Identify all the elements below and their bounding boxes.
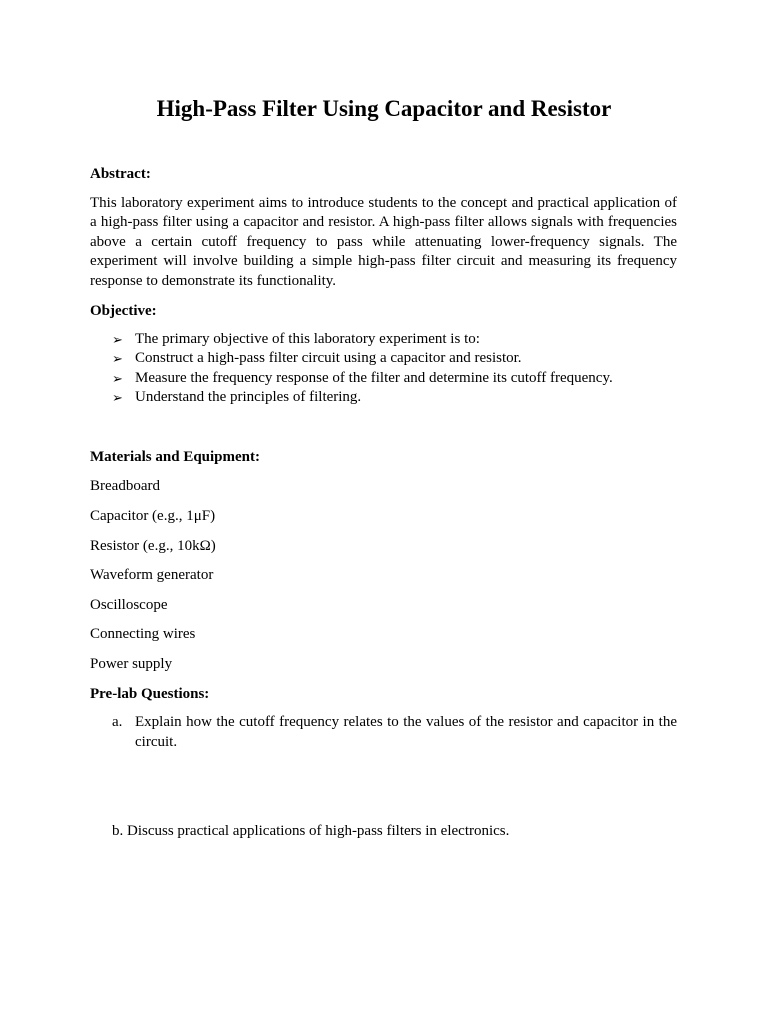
list-item	[112, 388, 682, 407]
list-item	[112, 349, 682, 368]
material-item: Oscilloscope	[90, 597, 168, 613]
arrow-bullet-icon: ➢	[112, 351, 123, 367]
list-item	[112, 369, 682, 388]
material-item: Resistor (e.g., 10kΩ)	[90, 538, 216, 554]
list-item-text: The primary objective of this laboratory experiment is to:	[135, 331, 480, 347]
arrow-bullet-icon: ➢	[112, 370, 123, 386]
prelab-question-b: b. Discuss practical applications of high-pass filters in electronics.	[112, 823, 510, 839]
material-item: Waveform generator	[90, 567, 214, 583]
materials-heading: Materials and Equipment:	[90, 449, 261, 465]
material-item: Breadboard	[90, 478, 160, 494]
abstract-paragraph: This laboratory experiment aims to introduce students to the concept and practical application of a high-pass filter using a capacitor and resistor. A high-pass filter allows signals with frequencies above a certain cutoff frequency to pass while attenuating lower-frequency signals. The experiment will involve building a simple high-pass filter circuit and measuring its frequency response to demonstrate its functionality.	[90, 195, 677, 289]
prelab-heading: Pre-lab Questions:	[90, 686, 210, 702]
list-item-text: Measure the frequency response of the filter and determine its cutoff frequency.	[135, 369, 613, 386]
document-title: High-Pass Filter Using Capacitor and Resistor	[156, 96, 612, 121]
list-item-text: Construct a high-pass filter circuit using a capacitor and resistor.	[135, 350, 522, 367]
list-item-text: Understand the principles of filtering.	[135, 388, 362, 405]
list-item	[112, 330, 682, 349]
arrow-bullet-icon: ➢	[112, 332, 123, 347]
objective-list	[112, 330, 682, 407]
abstract-heading: Abstract:	[90, 166, 151, 182]
prelab-question-a	[112, 713, 677, 752]
material-item: Power supply	[90, 656, 173, 672]
question-text: Explain how the cutoff frequency relates to the values of the resistor and capacitor in the circuit.	[135, 714, 677, 750]
question-marker: a.	[112, 714, 123, 730]
objective-heading: Objective:	[90, 303, 157, 319]
material-item: Capacitor (e.g., 1μF)	[90, 508, 216, 524]
arrow-bullet-icon: ➢	[112, 389, 123, 405]
material-item: Connecting wires	[90, 626, 196, 642]
